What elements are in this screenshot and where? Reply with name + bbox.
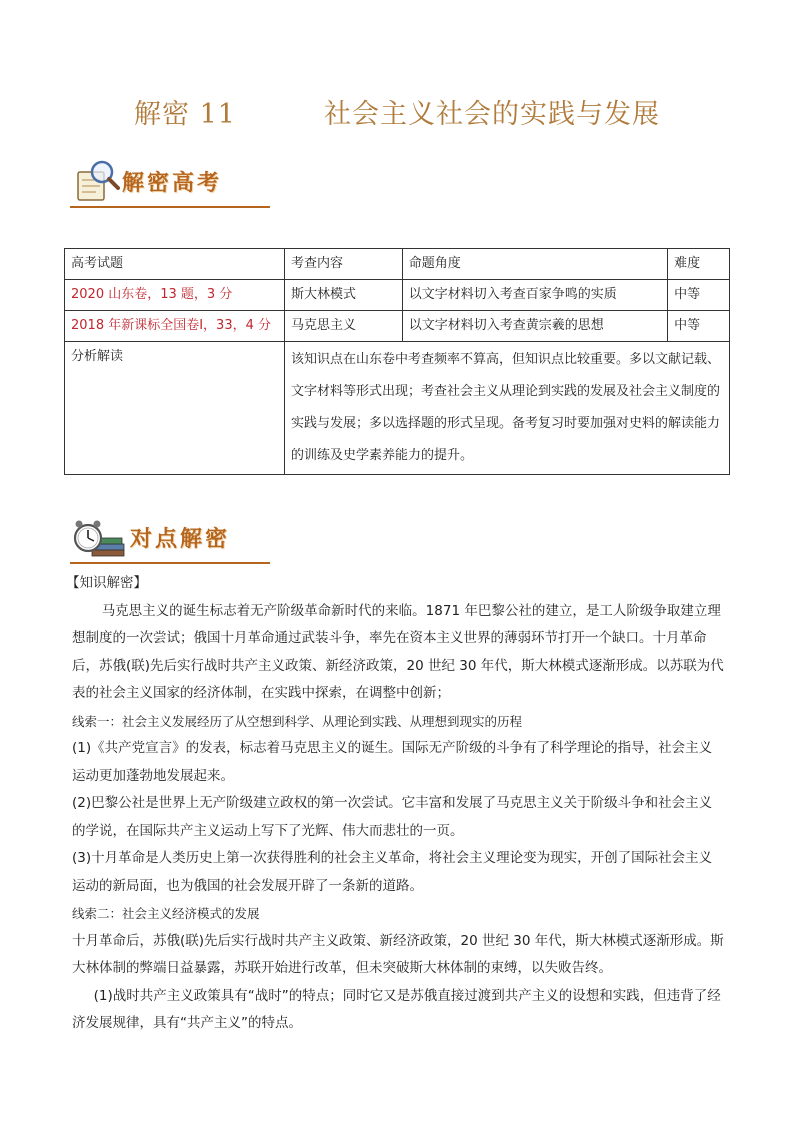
table-cell-content: 斯大林模式	[284, 280, 402, 311]
analysis-label: 分析解读	[65, 342, 285, 475]
paragraph-4: 十月革命后，苏俄(联)先后实行战时共产主义政策、新经济政策，20 世纪 30 年代，斯大林模式逐渐形成。斯大林体制的弊端日益暴露，苏联开始进行改革，但未突破斯大林体制的束缚，以失败告终。	[72, 932, 724, 976]
table-header-cell: 命题角度	[402, 249, 667, 280]
table-row	[65, 280, 730, 311]
intro-paragraph: 马克思主义的诞生标志着无产阶级革命新时代的来临。1871 年巴黎公社的建立，是工人阶级争取建立理想制度的一次尝试；俄国十月革命通过武装斗争，率先在资本主义世界的薄弱环节打开一个缺口。十月革命后，苏俄(联)先后实行战时共产主义政策、新经济政策，20 世纪 30 年代，斯大林模式逐渐形成。以苏联为代表的社会主义国家的经济体制，在实践中探索，在调整中创新；	[72, 602, 724, 701]
table-cell-angle: 以文字材料切入考查黄宗羲的思想	[402, 311, 667, 342]
table-cell-content: 马克思主义	[284, 311, 402, 342]
thread-one-heading: 线索一：社会主义发展经历了从空想到科学、从理论到实践、从理想到现实的历程	[72, 713, 523, 729]
section-underline	[70, 562, 270, 564]
paragraph-1: (1)《共产党宣言》的发表，标志着马克思主义的诞生。国际无产阶级的斗争有了科学理论的指导，社会主义运动更加蓬勃地发展起来。	[72, 740, 713, 784]
table-cell-exam: 2020 山东卷，13 题，3 分	[65, 280, 285, 311]
page-title	[0, 92, 794, 131]
paragraph-5: (1)战时共产主义政策具有“战时”的特点；同时它又是苏俄直接过渡到共产主义的设想和实践，但违背了经济发展规律，具有“共产主义”的特点。	[72, 987, 721, 1031]
title-name: 社会主义社会的实践与发展	[323, 99, 660, 130]
exam-info-table	[64, 248, 730, 475]
magnifier-notebook-icon	[72, 158, 122, 204]
table-row-analysis	[65, 342, 730, 475]
thread-two-heading: 线索二：社会主义经济模式的发展	[72, 906, 260, 921]
section-header-gaokao	[70, 158, 270, 208]
content-heading: 【知识解密】	[66, 575, 147, 591]
table-header-cell: 高考试题	[65, 249, 285, 280]
section-label: 解密高考	[122, 170, 223, 196]
section-underline	[70, 206, 270, 208]
paragraph-3: (3)十月革命是人类历史上第一次获得胜利的社会主义革命，将社会主义理论变为现实，开创了国际社会主义运动的新局面，也为俄国的社会发展开辟了一条新的道路。	[72, 850, 713, 894]
table-cell-difficulty: 中等	[668, 311, 730, 342]
table-header-cell: 难度	[668, 249, 730, 280]
table-header-row	[65, 249, 730, 280]
section-header-duidian	[70, 514, 270, 564]
title-number: 解密 11	[134, 99, 236, 130]
table-header-cell: 考查内容	[284, 249, 402, 280]
table-row	[65, 311, 730, 342]
paragraph-2: (2)巴黎公社是世界上无产阶级建立政权的第一次尝试。它丰富和发展了马克思主义关于阶级斗争和社会主义的学说，在国际共产主义运动上写下了光辉、伟大而悲壮的一页。	[72, 795, 713, 839]
section-label: 对点解密	[130, 526, 231, 552]
table-cell-exam: 2018 年新课标全国卷Ⅰ，33，4 分	[65, 311, 285, 342]
analysis-text: 该知识点在山东卷中考查频率不算高，但知识点比较重要。多以文献记载、文字材料等形式出现；考查社会主义从理论到实践的发展及社会主义制度的实践与发展；多以选择题的形式呈现。备考复习时要加强对史料的解读能力的训练及史学素养能力的提升。	[284, 342, 729, 475]
clock-books-icon	[72, 514, 126, 560]
table-cell-difficulty: 中等	[668, 280, 730, 311]
knowledge-content	[66, 570, 724, 1038]
table-cell-angle: 以文字材料切入考查百家争鸣的实质	[402, 280, 667, 311]
